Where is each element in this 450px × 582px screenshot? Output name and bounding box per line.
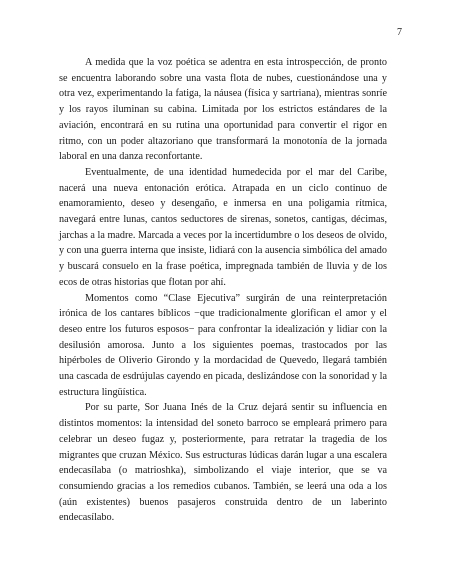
paragraph-1: A medida que la voz poética se adentra en esta introspección, de pronto se encuentra laborando sobre una vasta flota de nubes, cuestionándose una y otra vez, experimentando la fatiga, la náusea (física y sartriana), mientras sonríe y los rayos iluminan su cabina. Limitada por los estrictos estándares de la aviación, encontrará en su rutina una oportunidad para convertir el rigor en ritmo, con un poder altazoriano que transformará la monotonía de la jornada laboral en una danza reconfortante. [59, 57, 387, 163]
paragraph-2: Eventualmente, de una identidad humedecida por el mar del Caribe, nacerá una nueva entonación erótica. Atrapada en un ciclo continuo de enamoramiento, deseo y desengaño, e inmersa en una poligamia rítmica, navegará entre lunas, cantos seductores de sirenas, sonetos, cantigas, décimas, jarchas a la madre. Marcada a veces por la incertidumbre o los deseos de olvido, y con una guerra interna que insiste, lidiará con la ausencia simbólica del amado y buscará consuelo en la frase poética, impregnada también de lluvia y de los ecos de otras historias que flotan por ahí. [59, 166, 387, 288]
page-number: 7 [397, 27, 402, 38]
paragraph-4: Por su parte, Sor Juana Inés de la Cruz dejará sentir su influencia en distintos momentos: la intensidad del soneto barroco se empleará primero para celebrar un deseo fugaz y, posteriormente, para retratar la tragedia de los migrantes que cruzan México. Sus estructuras lúdicas darán lugar a una escalera endecasílaba (o matrioshka), simbolizando el viaje interior, que se va consumiendo gracias a los remedios cubanos. También, se leerá una oda a los (aún existentes) buenos pasajeros construida dentro de un laberinto endecasílabo. [59, 402, 387, 524]
body-text [59, 55, 387, 526]
paragraph-3: Momentos como “Clase Ejecutiva” surgirán de una reinterpretación irónica de los cantares bíblicos −que tradicionalmente glorifican el amor y el deseo entre los futuros esposos− para confrontar la idealización y lidiar con la desilusión amorosa. Junto a los siguientes poemas, trastocados por las hipérboles de Oliverio Girondo y la mordacidad de Quevedo, llegará también una cascada de esdrújulas cayendo en picada, deslizándose con la sonoridad y la estructura lingüística. [59, 292, 387, 398]
